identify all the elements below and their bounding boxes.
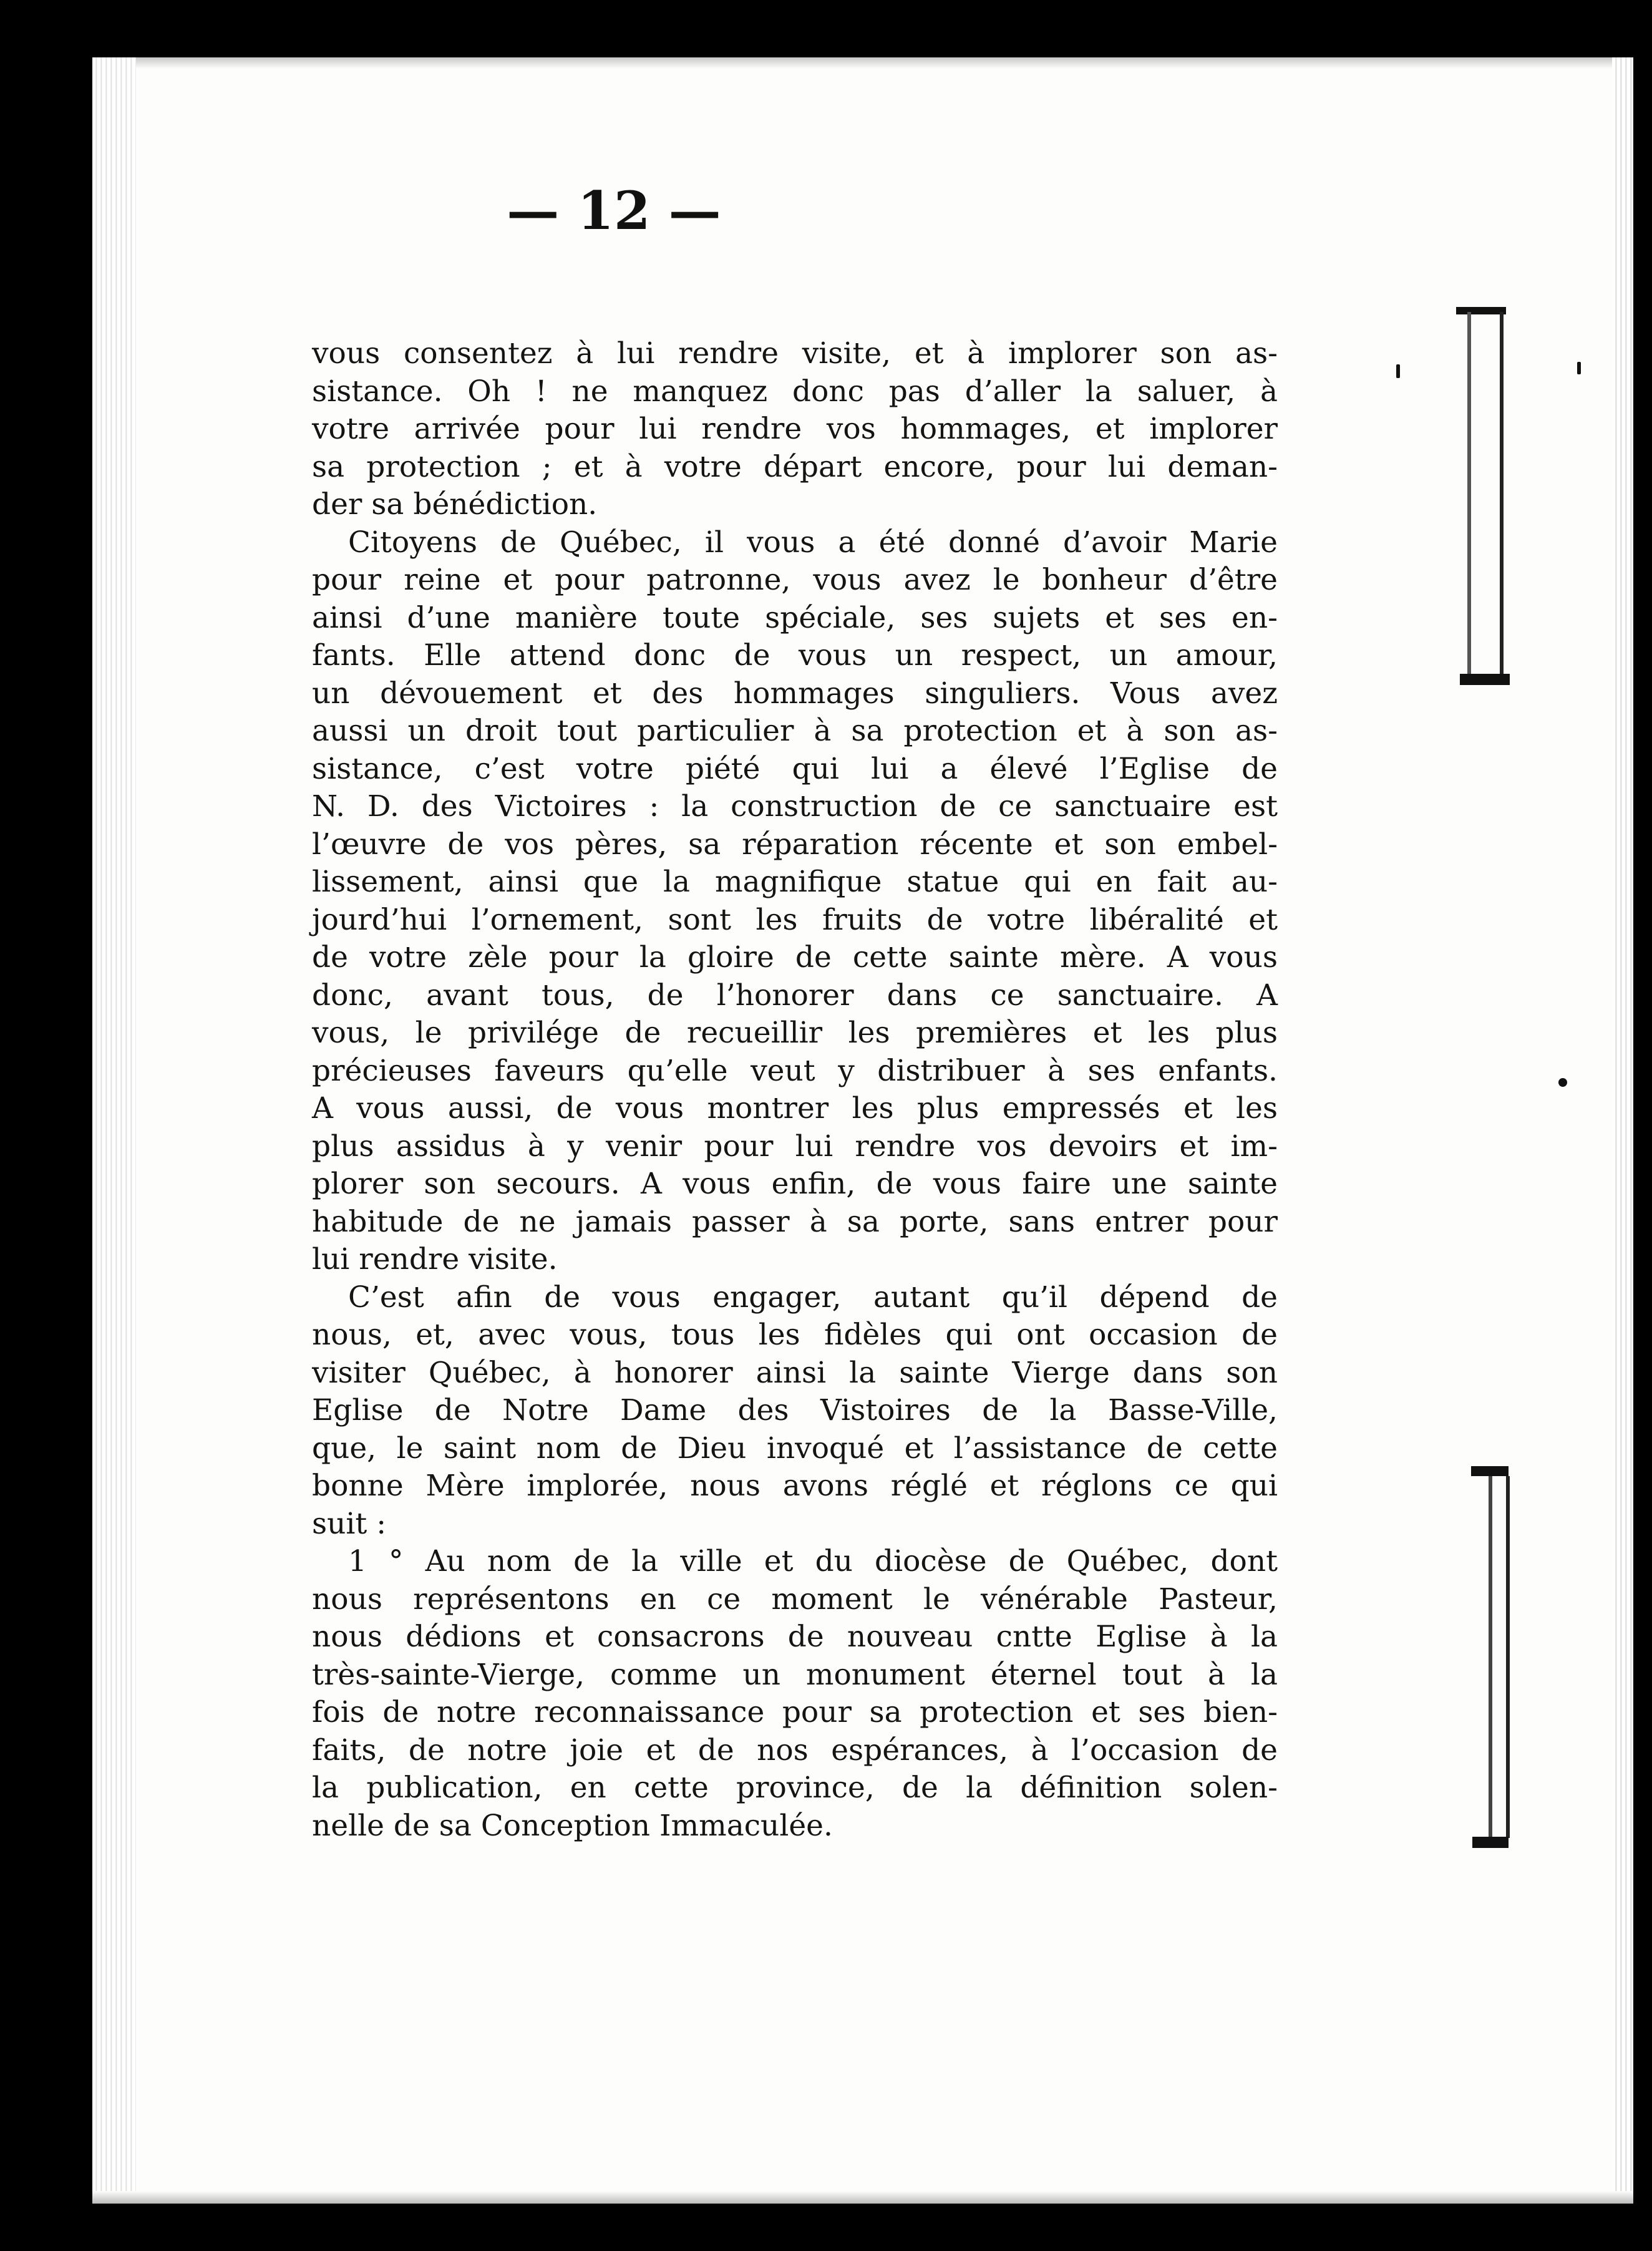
margin-speck [1577,362,1581,374]
text-line: nous dédions et consacrons de nouveau cntte Eglise à la [312,1620,1278,1654]
text-line: vous, le privilége de recueillir les premières et les plus [312,1016,1278,1050]
text-line: nous représentons en ce moment le vénérable Pasteur, [312,1582,1278,1617]
text-line: bonne Mère implorée, nous avons réglé et réglons ce qui [312,1469,1278,1503]
body-text [312,335,1278,1845]
text-line: votre arrivée pour lui rendre vos hommages, et implorer [312,412,1278,446]
page-number: — 12 — [507,180,721,241]
text-line: Eglise de Notre Dame des Vistoires de la Basse-Ville, [312,1393,1278,1427]
page-bottom-edge [92,2191,1633,2204]
text-line: un dévouement et des hommages singuliers. Vous avez [312,676,1278,711]
text-line: lui rendre visite. [312,1242,558,1276]
text-line: fois de notre reconnaissance pour sa protection et ses bien- [312,1695,1278,1729]
text-line: vous consentez à lui rendre visite, et à implorer son as- [312,336,1278,371]
text-line: sa protection ; et à votre départ encore, pour lui deman- [312,449,1278,484]
text-line: sistance, c’est votre piété qui lui a élevé l’Eglise de [312,751,1278,786]
text-line: la publication, en cette province, de la définition solen- [312,1771,1278,1805]
text-line: aussi un droit tout particulier à sa protection et à son as- [312,714,1278,748]
text-line: der sa bénédiction. [312,487,598,522]
text-line: donc, avant tous, de l’honorer dans ce sanctuaire. A [312,978,1278,1013]
text-line: plus assidus à y venir pour lui rendre vos devoirs et im- [312,1129,1278,1164]
page-top-edge [92,57,1633,69]
page-left-edge [92,57,136,2204]
text-line: nous, et, avec vous, tous les fidèles qui ont occasion de [312,1318,1278,1352]
text-line: suit : [312,1506,387,1541]
text-line: que, le saint nom de Dieu invoqué et l’assistance de cette [312,1431,1278,1466]
text-line: sistance. Oh ! ne manquez donc pas d’aller la saluer, à [312,374,1278,409]
text-line: 1 ° Au nom de la ville et du diocèse de Québec, dont [348,1544,1278,1578]
margin-speck [1558,1078,1567,1087]
text-line: pour reine et pour patronne, vous avez le bonheur d’être [312,563,1278,597]
margin-speck [1396,364,1400,378]
text-line: jourd’hui l’ornement, sont les fruits de votre libéralité et [312,902,1278,937]
text-line: nelle de sa Conception Immaculée. [312,1808,833,1843]
text-line: ainsi d’une manière toute spéciale, ses sujets et ses en- [312,600,1278,635]
text-line: de votre zèle pour la gloire de cette sainte mère. A vous [312,940,1278,975]
text-line: A vous aussi, de vous montrer les plus empressés et les [312,1091,1278,1126]
text-line: visiter Québec, à honorer ainsi la sainte Vierge dans son [312,1355,1278,1390]
text-line: faits, de notre joie et de nos espérances, à l’occasion de [312,1733,1278,1767]
text-line: l’œuvre de vos pères, sa réparation récente et son embel- [312,827,1278,862]
text-line: fants. Elle attend donc de vous un respect, un amour, [312,638,1278,673]
text-line: habitude de ne jamais passer à sa porte, sans entrer pour [312,1204,1278,1239]
text-line: très-sainte-Vierge, comme un monument éternel tout à la [312,1657,1278,1692]
text-line: plorer son secours. A vous enfin, de vous faire une sainte [312,1167,1278,1201]
text-line: lissement, ainsi que la magnifique statue qui en fait au- [312,865,1278,899]
text-line: C’est afin de vous engager, autant qu’il dépend de [348,1280,1278,1315]
page-right-edge [1612,57,1633,2204]
text-line: Citoyens de Québec, il vous a été donné d’avoir Marie [348,525,1278,560]
text-line: précieuses faveurs qu’elle veut y distribuer à ses enfants. [312,1053,1278,1088]
text-line: N. D. des Victoires : la construction de ce sanctuaire est [312,789,1278,824]
